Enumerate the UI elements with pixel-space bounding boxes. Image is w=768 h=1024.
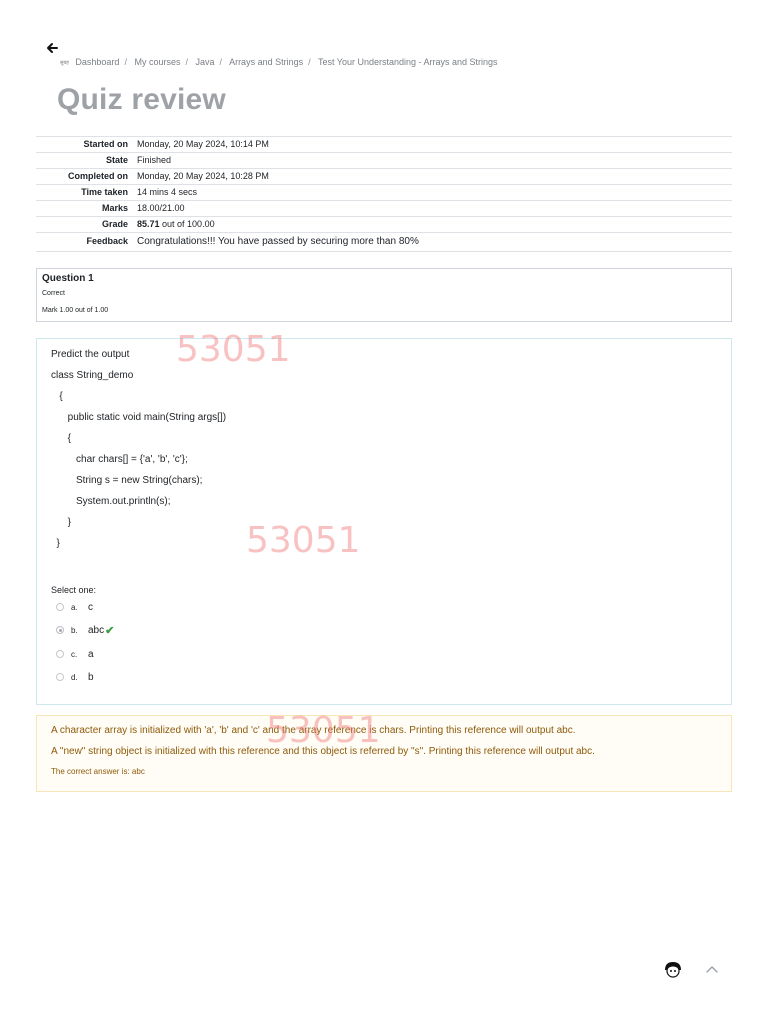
question-line: { (51, 391, 63, 402)
option-letter: c. (71, 649, 78, 659)
summary-value: 14 mins 4 secs (137, 187, 198, 197)
option-a[interactable] (56, 600, 93, 614)
question-line: System.out.println(s); (51, 496, 171, 507)
question-line: public static void main(String args[]) (51, 412, 227, 423)
summary-row-started (36, 137, 732, 153)
summary-value (137, 217, 732, 233)
summary-value: 18.00/21.00 (137, 203, 185, 213)
option-text: a (88, 648, 94, 660)
breadcrumb-home-label: सुबह (60, 59, 69, 66)
breadcrumb-my-courses[interactable]: My courses (134, 57, 181, 67)
summary-row-time-taken (36, 185, 732, 201)
question-mark: Mark 1.00 out of 1.00 (42, 307, 109, 314)
summary-value: Monday, 20 May 2024, 10:14 PM (137, 139, 269, 149)
question-line: char chars[] = {'a', 'b', 'c'}; (51, 454, 188, 465)
question-info-box (36, 268, 732, 322)
scroll-to-top-icon[interactable] (703, 962, 721, 978)
breadcrumb-quiz[interactable]: Test Your Understanding - Arrays and Strings (317, 57, 498, 67)
question-line: } (51, 538, 60, 549)
summary-row-marks (36, 201, 732, 217)
question-line: } (51, 517, 72, 528)
question-text (51, 348, 226, 558)
summary-value: Monday, 20 May 2024, 10:28 PM (137, 171, 269, 181)
grade-out-of: out of 100.00 (159, 219, 215, 229)
summary-row-completed (36, 169, 732, 185)
question-line: class String_demo (51, 370, 134, 381)
summary-label: Grade (101, 219, 128, 229)
summary-label: State (105, 155, 128, 165)
summary-value: Congratulations!!! You have passed by securing more than 80% (137, 236, 419, 247)
question-line: String s = new String(chars); (51, 475, 203, 486)
option-letter: d. (71, 672, 78, 682)
feedback-line-2: A "new" string object is initialized with this reference and this object is referred by "s". Printing this reference will output abc. (51, 746, 595, 757)
back-arrow-icon[interactable] (46, 41, 60, 55)
summary-label: Feedback (86, 236, 128, 246)
grade-value: 85.71 (137, 219, 160, 229)
select-one-label: Select one: (51, 585, 97, 595)
option-text: c (88, 601, 93, 613)
watermark: 53051 (266, 710, 381, 751)
summary-label: Completed on (68, 171, 128, 181)
page-title: Quiz review (57, 83, 226, 116)
general-feedback-box (36, 715, 732, 792)
summary-row-grade (36, 217, 732, 233)
option-text: b (88, 671, 94, 683)
option-radio[interactable] (56, 603, 64, 611)
summary-label: Time taken (81, 187, 128, 197)
option-text: abc (88, 624, 105, 636)
quiz-summary-table (36, 136, 732, 252)
option-radio[interactable] (56, 650, 64, 658)
option-radio-selected[interactable] (56, 626, 64, 634)
question-line: { (51, 433, 72, 444)
breadcrumb: सुबह Dashboard / My courses / Java / Arrays and Strings / Test Your Understanding - Arrays and Strings (60, 57, 498, 67)
summary-row-state (36, 153, 732, 169)
option-b[interactable] (56, 623, 114, 637)
question-number: Question 1 (42, 273, 94, 284)
chatbot-avatar-icon[interactable] (663, 961, 683, 979)
option-letter: a. (71, 602, 78, 612)
option-d[interactable] (56, 670, 94, 684)
option-radio[interactable] (56, 673, 64, 681)
summary-row-feedback (36, 233, 732, 252)
question-content-box (36, 338, 732, 705)
question-state: Correct (42, 290, 65, 297)
breadcrumb-java[interactable]: Java (195, 57, 215, 67)
watermark: 53051 (246, 520, 361, 561)
summary-value: Finished (137, 155, 172, 165)
watermark: 53051 (176, 329, 291, 370)
correct-check-icon: ✔ (105, 624, 115, 637)
summary-label: Marks (101, 203, 128, 213)
question-line: Predict the output (51, 349, 130, 360)
correct-answer-text: The correct answer is: abc (51, 767, 145, 776)
breadcrumb-dashboard[interactable]: Dashboard (75, 57, 120, 67)
option-letter: b. (71, 625, 78, 635)
breadcrumb-arrays-and-strings[interactable]: Arrays and Strings (229, 57, 304, 67)
option-c[interactable] (56, 647, 94, 661)
feedback-line-1: A character array is initialized with 'a', 'b' and 'c' and the array reference is chars. Printing this reference will output abc. (51, 725, 576, 736)
summary-label: Started on (83, 139, 128, 149)
